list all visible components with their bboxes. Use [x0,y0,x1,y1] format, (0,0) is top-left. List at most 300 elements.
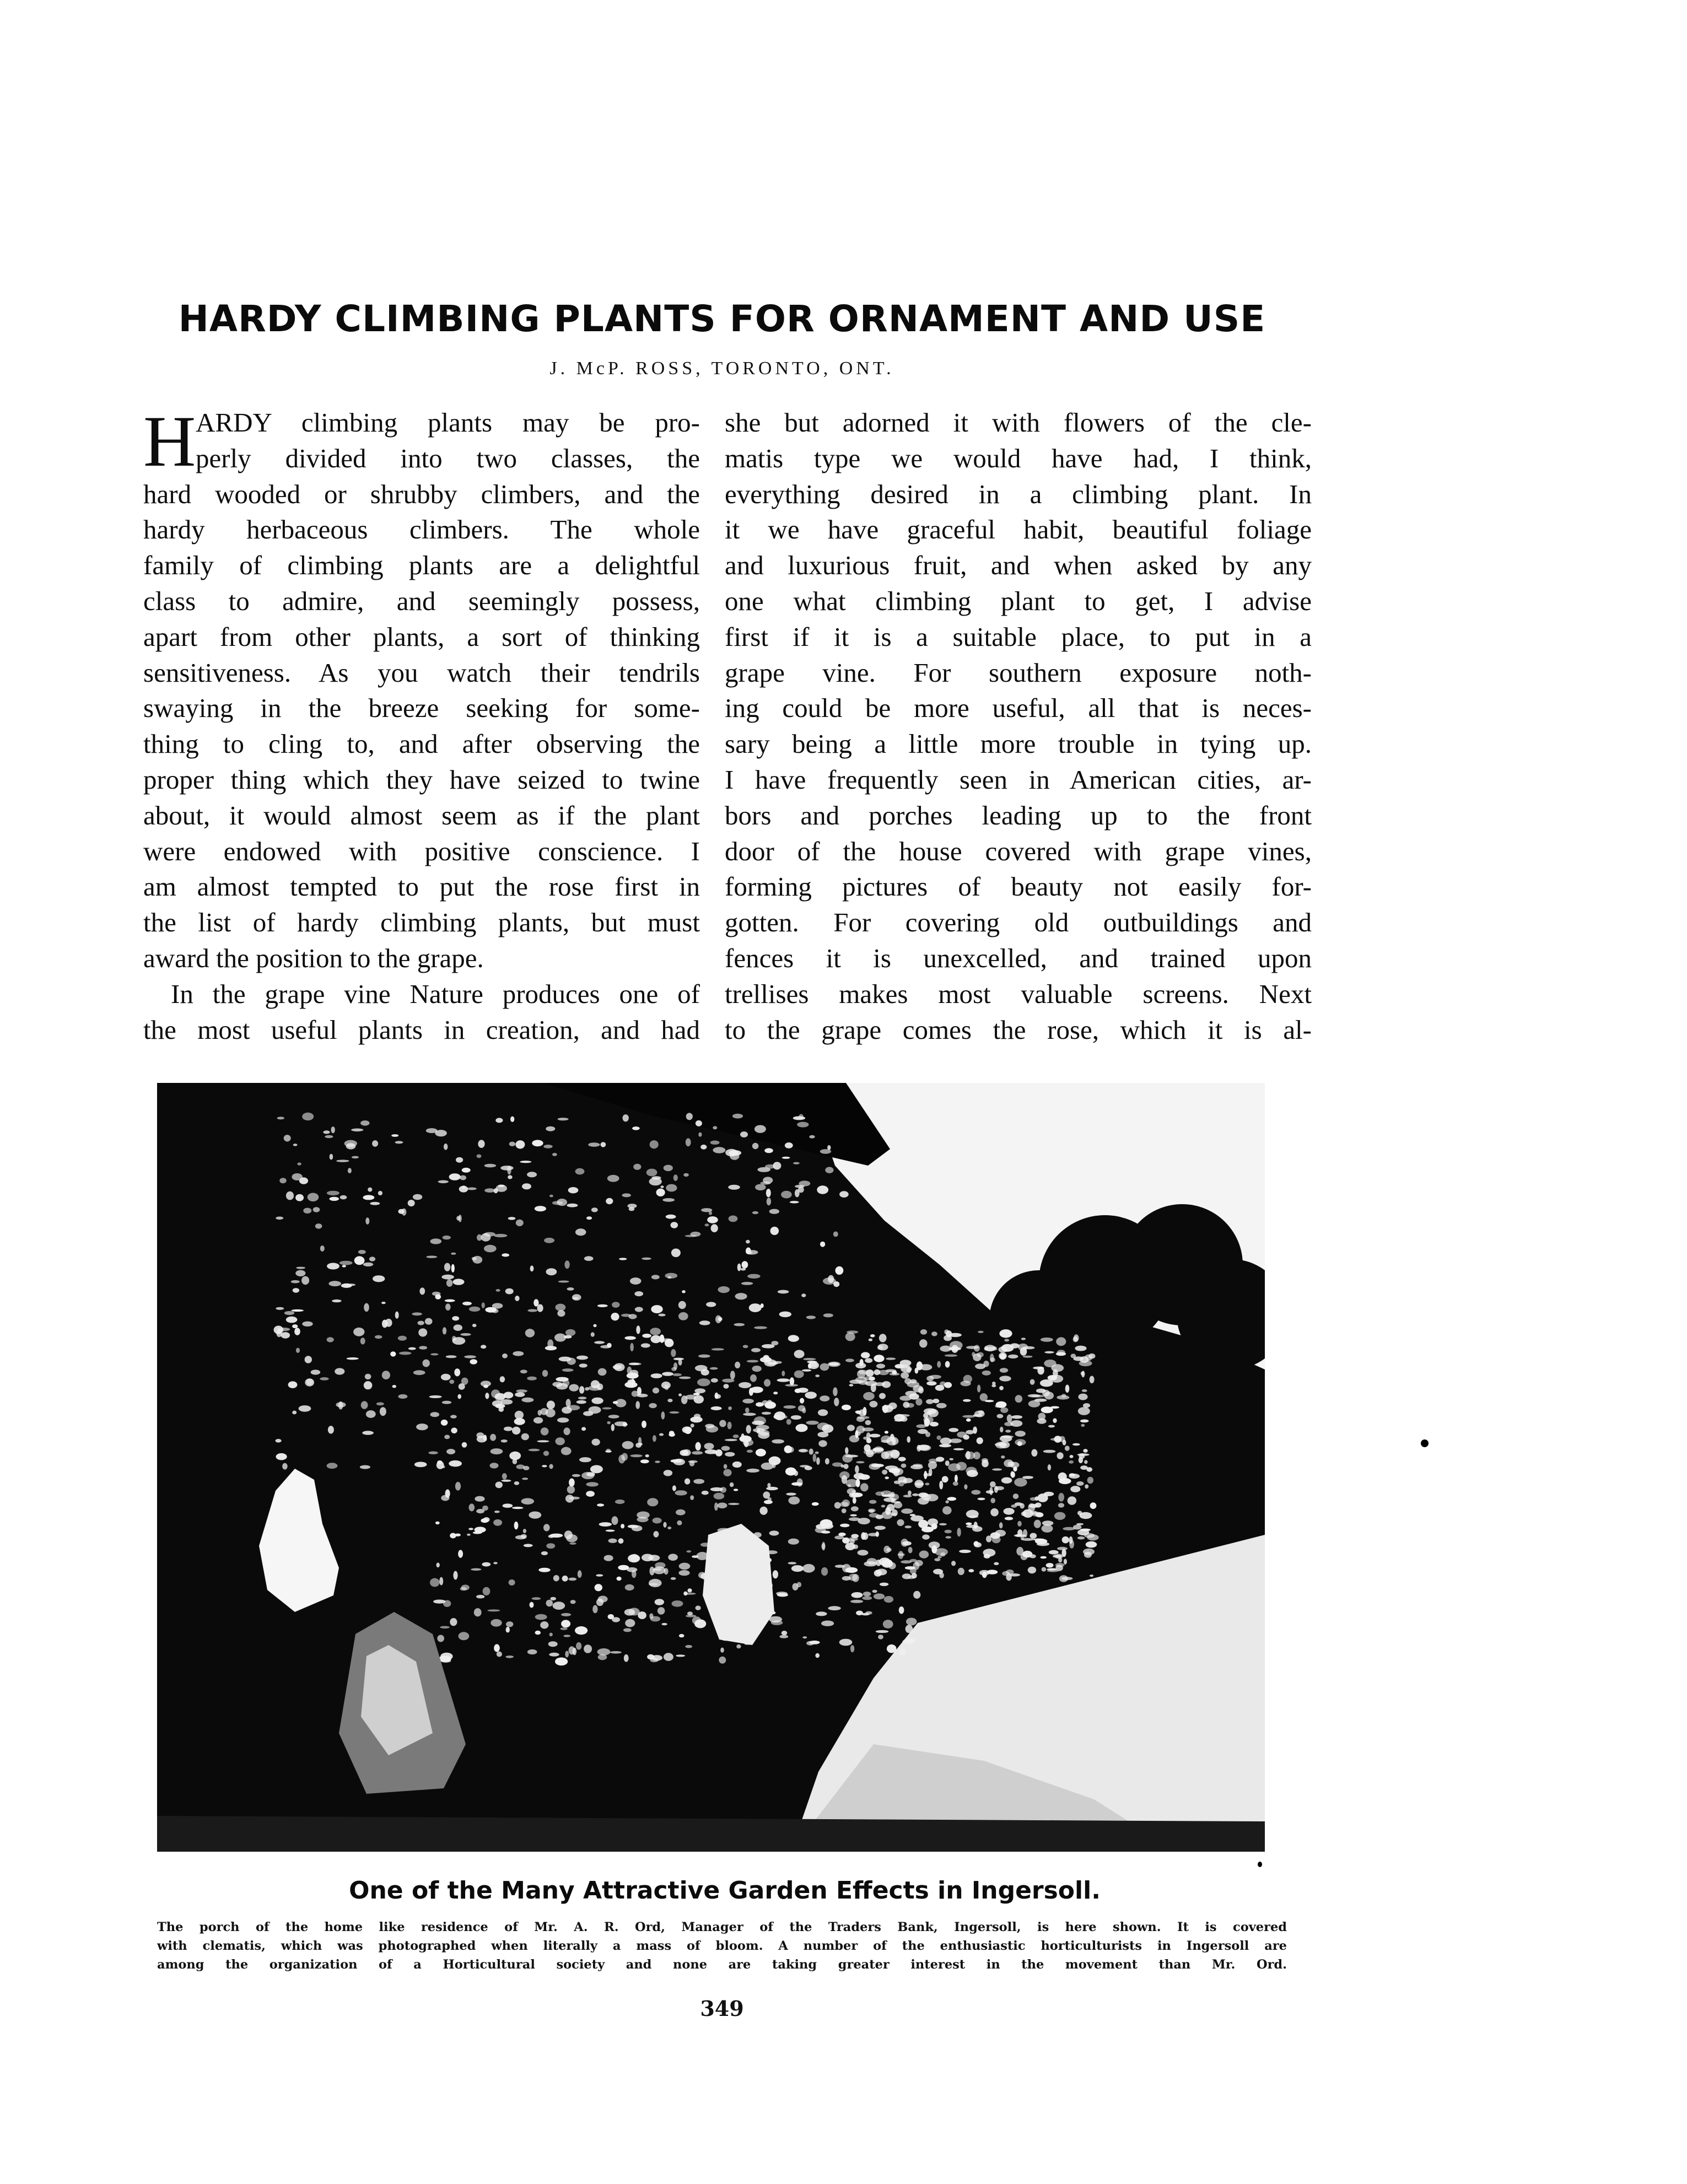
blossom-mark [966,1451,971,1459]
blossom-mark [786,1419,791,1425]
blossom-mark [668,1554,678,1561]
blossom-mark [971,1490,980,1495]
blossom-mark [599,1522,612,1527]
blossom-mark [1064,1559,1067,1565]
blossom-mark [446,1355,457,1358]
blossom-mark [561,1620,570,1627]
blossom-mark [926,1399,934,1404]
blossom-mark [774,1411,786,1420]
blossom-mark [840,1524,849,1528]
blossom-mark [1023,1346,1035,1350]
blossom-mark [937,1361,941,1368]
blossom-mark [516,1220,524,1226]
blossom-mark [667,1276,671,1279]
blossom-mark [560,1627,568,1630]
blossom-mark [640,1459,649,1463]
blossom-mark [1007,1415,1012,1423]
blossom-mark [1080,1420,1089,1423]
blossom-mark [615,1421,627,1426]
blossom-mark [481,1345,486,1349]
blossom-mark [907,1368,911,1373]
blossom-mark [494,1511,500,1513]
blossom-mark [751,1348,761,1352]
blossom-mark [385,1319,392,1327]
blossom-mark [899,1648,906,1656]
blossom-mark [1072,1443,1080,1446]
blossom-mark [827,1145,831,1150]
blossom-mark [870,1334,875,1338]
blossom-mark [1021,1338,1026,1340]
blossom-mark [630,1454,643,1457]
blossom-mark [1086,1541,1097,1548]
blossom-mark [872,1590,877,1593]
blossom-mark [942,1476,948,1482]
blossom-mark [521,1534,527,1539]
blossom-mark [927,1410,933,1416]
blossom-mark [728,1406,732,1410]
blossom-mark [719,1657,726,1664]
blossom-mark [436,1562,440,1567]
blossom-mark [529,1449,540,1452]
blossom-mark [482,1562,491,1567]
blossom-mark [476,1509,484,1513]
blossom-mark [495,1482,503,1489]
blossom-mark [642,1421,646,1428]
blossom-mark [897,1519,904,1526]
blossom-mark [1048,1425,1055,1428]
blossom-mark [327,1191,339,1195]
blossom-mark [990,1353,994,1362]
blossom-mark [685,1235,697,1237]
blossom-mark [687,1611,693,1615]
text-line: award the position to the grape. [143,942,484,973]
blossom-mark [883,1620,893,1628]
blossom-mark [966,1430,974,1435]
blossom-mark [747,1360,758,1363]
blossom-mark [925,1482,929,1485]
blossom-mark [636,1325,640,1334]
blossom-mark [781,1631,788,1635]
blossom-mark [651,1275,660,1279]
blossom-mark [596,1574,603,1577]
blossom-mark [525,1329,535,1338]
text-line: grape vine. For southern exposure noth- [725,657,1312,688]
blossom-mark [346,1143,356,1149]
blossom-mark [351,1129,363,1132]
blossom-mark [901,1539,908,1547]
blossom-mark [957,1432,967,1438]
blossom-mark [649,1579,662,1587]
blossom-mark [1073,1525,1081,1530]
blossom-mark [695,1365,708,1371]
blossom-mark [630,1370,639,1376]
blossom-mark [850,1645,854,1652]
blossom-mark [816,1611,827,1616]
blossom-mark [495,1118,503,1123]
blossom-mark [671,1222,678,1228]
blossom-mark [624,1336,636,1340]
blossom-mark [786,1447,794,1453]
blossom-mark [672,1485,676,1491]
blossom-mark [995,1442,1006,1449]
blossom-mark [764,1379,770,1387]
blossom-mark [750,1374,757,1382]
blossom-mark [382,1371,390,1379]
blossom-mark [979,1570,990,1576]
blossom-mark [999,1376,1011,1381]
blossom-mark [533,1299,538,1307]
blossom-mark [779,1312,791,1318]
blossom-mark [540,1621,548,1628]
blossom-mark [825,1458,829,1464]
blossom-mark [754,1125,766,1133]
blossom-mark [866,1369,874,1377]
blossom-mark [328,1426,334,1434]
blossom-mark [1076,1523,1084,1525]
blossom-mark [328,1281,341,1286]
blossom-mark [794,1371,804,1378]
blossom-mark [444,1144,448,1150]
blossom-mark [1017,1441,1022,1446]
blossom-mark [1076,1481,1084,1486]
blossom-mark [842,1538,850,1544]
blossom-mark [418,1328,427,1336]
blossom-mark [821,1621,834,1626]
blossom-mark [1010,1343,1020,1348]
blossom-mark [487,1609,500,1611]
blossom-mark [698,1355,710,1358]
blossom-mark [543,1524,550,1531]
blossom-mark [982,1460,989,1467]
blossom-mark [879,1393,886,1399]
blossom-mark [575,1228,586,1236]
blossom-mark [671,1367,676,1371]
blossom-mark [672,1373,682,1376]
blossom-mark [882,1511,893,1519]
blossom-mark [395,1141,403,1144]
blossom-mark [408,1200,415,1206]
blossom-mark [953,1481,958,1486]
blossom-mark [1054,1436,1062,1443]
blossom-mark [535,1614,547,1620]
blossom-mark [833,1387,838,1396]
blossom-mark [791,1565,804,1572]
blossom-mark [1075,1346,1086,1351]
blossom-mark [336,1160,349,1162]
blossom-mark [850,1514,857,1517]
text-line: thing to cling to, and after observing the [143,729,700,759]
blossom-mark [684,1479,690,1485]
blossom-mark [785,1468,796,1476]
blossom-mark [591,1332,595,1336]
blossom-mark [502,1253,509,1257]
blossom-mark [882,1470,887,1475]
blossom-mark [625,1619,635,1627]
blossom-mark [823,1313,833,1317]
blossom-mark [548,1641,558,1647]
blossom-mark [628,1554,640,1562]
blossom-mark [953,1448,964,1450]
blossom-mark [817,1185,828,1194]
blossom-mark [924,1471,927,1479]
blossom-mark [948,1463,961,1471]
blossom-mark [602,1408,612,1410]
blossom-mark [564,1427,570,1435]
blossom-mark [684,1427,691,1434]
blossom-mark [390,1351,396,1356]
blossom-mark [723,1469,731,1476]
blossom-mark [629,1207,635,1211]
blossom-mark [653,1531,659,1538]
blossom-mark [779,1635,788,1638]
blossom-mark [910,1379,917,1384]
blossom-mark [673,1358,684,1361]
blossom-mark [714,1493,725,1500]
second-paragraph [143,977,700,1012]
blossom-mark [496,1185,507,1192]
blossom-mark [845,1333,855,1341]
blossom-mark [881,1491,892,1497]
blossom-mark [1048,1464,1051,1470]
blossom-mark [311,1369,321,1374]
blossom-mark [558,1281,569,1283]
blossom-mark [462,1302,472,1306]
blossom-mark [768,1497,772,1501]
blossom-mark [492,1309,498,1313]
blossom-mark [538,1568,550,1572]
blossom-mark [906,1638,915,1643]
blossom-mark [646,1169,657,1177]
blossom-mark [821,1567,828,1576]
blossom-mark [886,1357,896,1360]
scan-speck [1421,1439,1429,1447]
blossom-mark [527,1172,537,1177]
blossom-mark [854,1473,865,1480]
blossom-mark [860,1483,869,1491]
blossom-mark [818,1440,827,1447]
article-title: HARDY CLIMBING PLANTS FOR ORNAMENT AND USE [178,298,1266,340]
blossom-mark [1033,1539,1045,1541]
blossom-mark [809,1449,813,1455]
blossom-mark [535,1206,546,1211]
blossom-mark [651,1305,662,1313]
blossom-mark [360,1338,365,1344]
blossom-mark [706,1302,716,1307]
blossom-mark [881,1452,890,1459]
blossom-mark [615,1500,625,1504]
blossom-mark [686,1395,697,1400]
blossom-mark [637,1387,642,1395]
blossom-mark [1006,1573,1011,1581]
blossom-mark [520,1161,531,1163]
blossom-mark [556,1304,566,1311]
text-line: one what climbing plant to get, I advise [725,585,1312,616]
blossom-mark [470,1359,477,1365]
blossom-mark [523,1529,526,1533]
blossom-mark [430,1238,442,1244]
blossom-mark [509,1142,515,1146]
blossom-mark [764,1360,777,1367]
blossom-mark [1037,1419,1046,1424]
text-line: and luxurious fruit, and when asked by any [725,550,1312,581]
blossom-mark [1021,1512,1027,1516]
blossom-mark [861,1613,870,1616]
blossom-mark [441,1374,451,1380]
blossom-mark [301,1276,309,1285]
blossom-mark [842,1508,847,1513]
blossom-mark [715,1449,723,1457]
blossom-mark [469,1307,481,1312]
blossom-mark [887,1504,894,1511]
blossom-mark [973,1414,982,1417]
blossom-mark [762,1412,771,1415]
blossom-mark [500,1166,513,1171]
blossom-mark [501,1480,511,1482]
blossom-mark [569,1384,579,1392]
blossom-mark [632,1126,640,1130]
blossom-mark [598,1368,607,1376]
blossom-mark [490,1463,499,1468]
blossom-mark [805,1392,817,1399]
blossom-mark [815,1653,820,1658]
blossom-mark [475,1496,484,1502]
blossom-mark [291,1280,300,1284]
blossom-mark [883,1546,890,1554]
blossom-mark [293,1288,299,1293]
blossom-mark [619,1258,627,1260]
blossom-mark [793,1583,799,1590]
blossom-mark [565,1651,569,1658]
blossom-mark [809,1135,815,1139]
blossom-mark [933,1569,943,1574]
blossom-mark [449,1173,461,1180]
blossom-mark [754,1416,766,1425]
blossom-mark [546,1600,553,1607]
blossom-mark [721,1446,730,1451]
blossom-mark [457,1394,461,1399]
blossom-mark [508,1217,516,1220]
blossom-mark [857,1370,866,1379]
blossom-mark [1029,1504,1038,1508]
blossom-mark [504,1427,513,1431]
blossom-mark [766,1189,771,1197]
blossom-mark [416,1423,428,1430]
blossom-mark [739,1382,751,1388]
blossom-mark [451,1264,455,1272]
blossom-mark [477,1155,482,1158]
blossom-mark [430,1578,440,1587]
blossom-mark [436,1461,444,1469]
blossom-mark [977,1437,983,1444]
blossom-mark [445,1299,455,1302]
blossom-mark [472,1324,477,1327]
blossom-mark [807,1361,817,1363]
blossom-mark [773,1570,778,1578]
blossom-mark [569,1479,575,1487]
blossom-mark [658,1314,665,1317]
blossom-mark [299,1405,311,1412]
blossom-mark [999,1522,1003,1528]
blossom-mark [513,1459,518,1464]
blossom-mark [847,1330,858,1334]
blossom-mark [851,1506,859,1511]
blossom-mark [493,1562,498,1564]
blossom-mark [451,1428,457,1434]
blossom-mark [286,1191,294,1200]
blossom-mark [597,1648,611,1655]
blossom-mark [650,1140,659,1148]
blossom-mark [683,1173,689,1177]
blossom-mark [869,1463,881,1470]
blossom-mark [647,1498,658,1506]
blossom-mark [885,1431,888,1433]
blossom-mark [989,1487,993,1495]
blossom-mark [508,1175,513,1179]
blossom-mark [806,1315,816,1319]
blossom-mark [756,1425,769,1430]
blossom-mark [769,1457,781,1465]
blossom-mark [806,1421,818,1425]
blossom-mark [797,1122,809,1128]
blossom-mark [759,1507,767,1515]
blossom-mark [493,1519,502,1526]
blossom-mark [719,1420,726,1427]
blossom-mark [802,1369,811,1372]
blossom-mark [440,1626,450,1629]
blossom-mark [926,1381,936,1385]
blossom-mark [906,1403,914,1408]
blossom-mark [910,1514,915,1516]
blossom-mark [437,1635,444,1642]
text-line: sensitiveness. As you watch their tendrils [143,657,700,688]
blossom-mark [785,1142,793,1148]
blossom-mark [430,1412,440,1417]
blossom-mark [541,1551,548,1555]
blossom-mark [1077,1511,1082,1515]
blossom-mark [764,1500,773,1504]
blossom-mark [999,1386,1004,1390]
blossom-mark [845,1358,854,1362]
blossom-mark [292,1411,297,1415]
blossom-mark [575,1168,585,1175]
blossom-mark [584,1256,594,1261]
blossom-mark [503,1503,513,1508]
blossom-mark [1040,1556,1047,1559]
blossom-mark [330,1154,333,1160]
blossom-mark [1036,1389,1046,1393]
blossom-mark [423,1360,430,1367]
blossom-mark [1000,1408,1008,1413]
blossom-mark [673,1174,678,1181]
blossom-mark [700,1145,707,1150]
blossom-mark [532,1140,543,1146]
blossom-mark [922,1534,930,1539]
blossom-mark [363,1195,374,1200]
blossom-mark [918,1444,930,1450]
blossom-mark [892,1371,897,1374]
blossom-mark [460,1175,466,1180]
blossom-mark [720,1487,726,1493]
text-line: forming pictures of beauty not easily for- [725,871,1312,902]
blossom-mark [677,1520,682,1525]
blossom-mark [973,1353,981,1361]
blossom-mark [862,1596,872,1600]
blossom-mark [966,1346,979,1349]
blossom-mark [476,1432,484,1438]
blossom-mark [763,1177,773,1184]
blossom-mark [649,1555,660,1561]
blossom-mark [999,1329,1012,1338]
